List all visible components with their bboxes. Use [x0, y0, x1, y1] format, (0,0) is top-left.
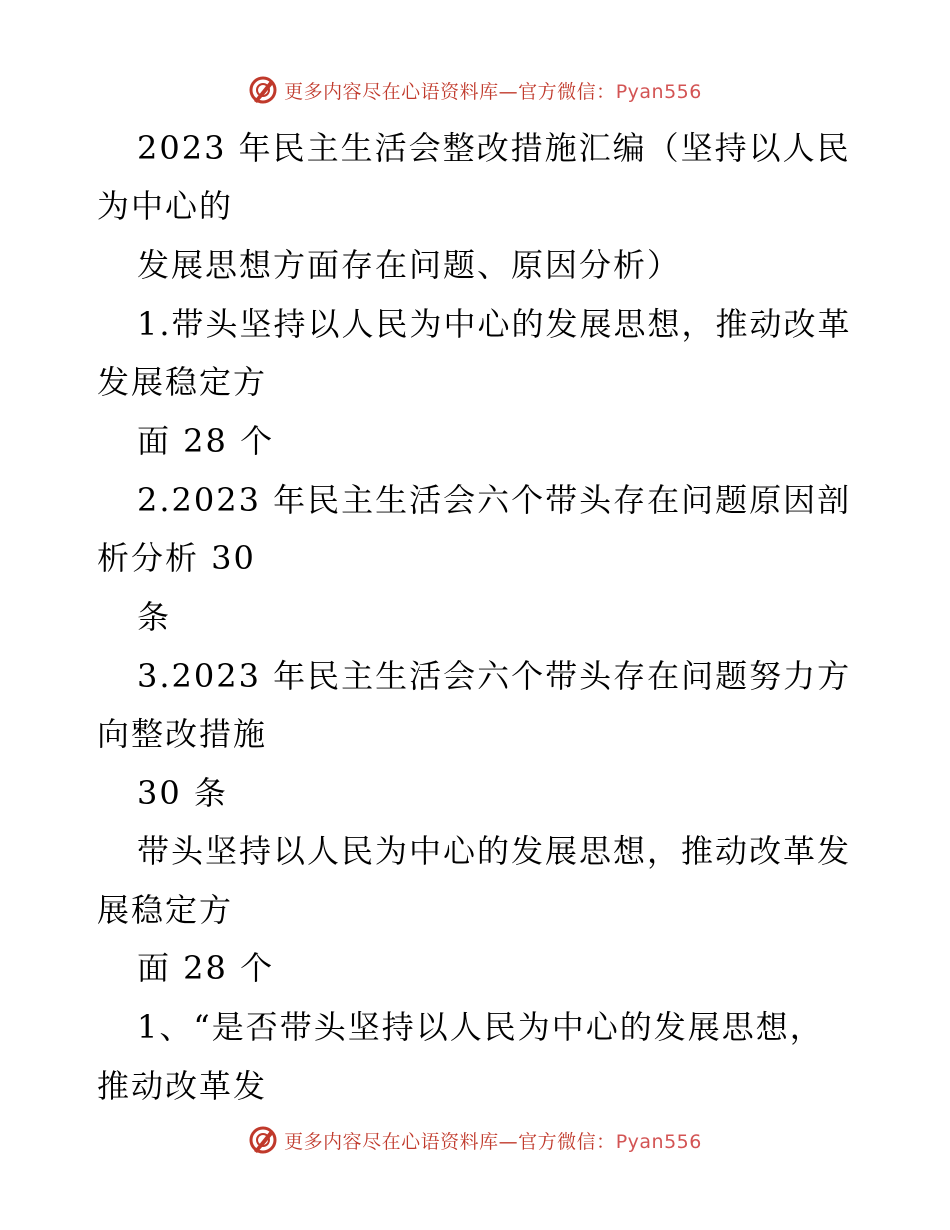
- footer-watermark: [0, 1120, 950, 1160]
- doc-title-line-2: 为中心的: [97, 187, 234, 225]
- item-3-line-2: 向整改措施: [97, 715, 268, 753]
- doc-title-line-3: 发展思想方面存在问题、原因分析）: [137, 246, 682, 284]
- section-heading-line-3: 面 28 个: [137, 949, 275, 987]
- doc-title-line-1: 2023 年民主生活会整改措施汇编（坚持以人民: [137, 129, 851, 167]
- item-3-line-3: 30 条: [137, 774, 228, 812]
- watermark-text: 更多内容尽在心语资料库—官方微信：Pyan556: [284, 1130, 702, 1153]
- question-1-line-1: 1、“是否带头坚持以人民为中心的发展思想，: [137, 1008, 824, 1046]
- item-1-line-1: 1.带头坚持以人民为中心的发展思想，推动改革: [137, 305, 852, 343]
- item-2-line-2: 析分析 30: [97, 539, 256, 577]
- question-1-line-2: 推动改革发: [97, 1067, 268, 1105]
- item-1-line-3: 面 28 个: [137, 422, 275, 460]
- item-1-line-2: 发展稳定方: [97, 363, 268, 401]
- section-heading-line-2: 展稳定方: [97, 891, 234, 929]
- watermark-text: 更多内容尽在心语资料库—官方微信：Pyan556: [284, 80, 702, 103]
- item-2-line-3: 条: [137, 598, 172, 636]
- section-heading-line-1: 带头坚持以人民为中心的发展思想，推动改革发: [137, 832, 852, 870]
- pen-seal-logo-icon: [248, 1125, 278, 1155]
- item-3-line-1: 3.2023 年民主生活会六个带头存在问题努力方: [137, 657, 852, 695]
- item-2-line-1: 2.2023 年民主生活会六个带头存在问题原因剖: [137, 481, 852, 519]
